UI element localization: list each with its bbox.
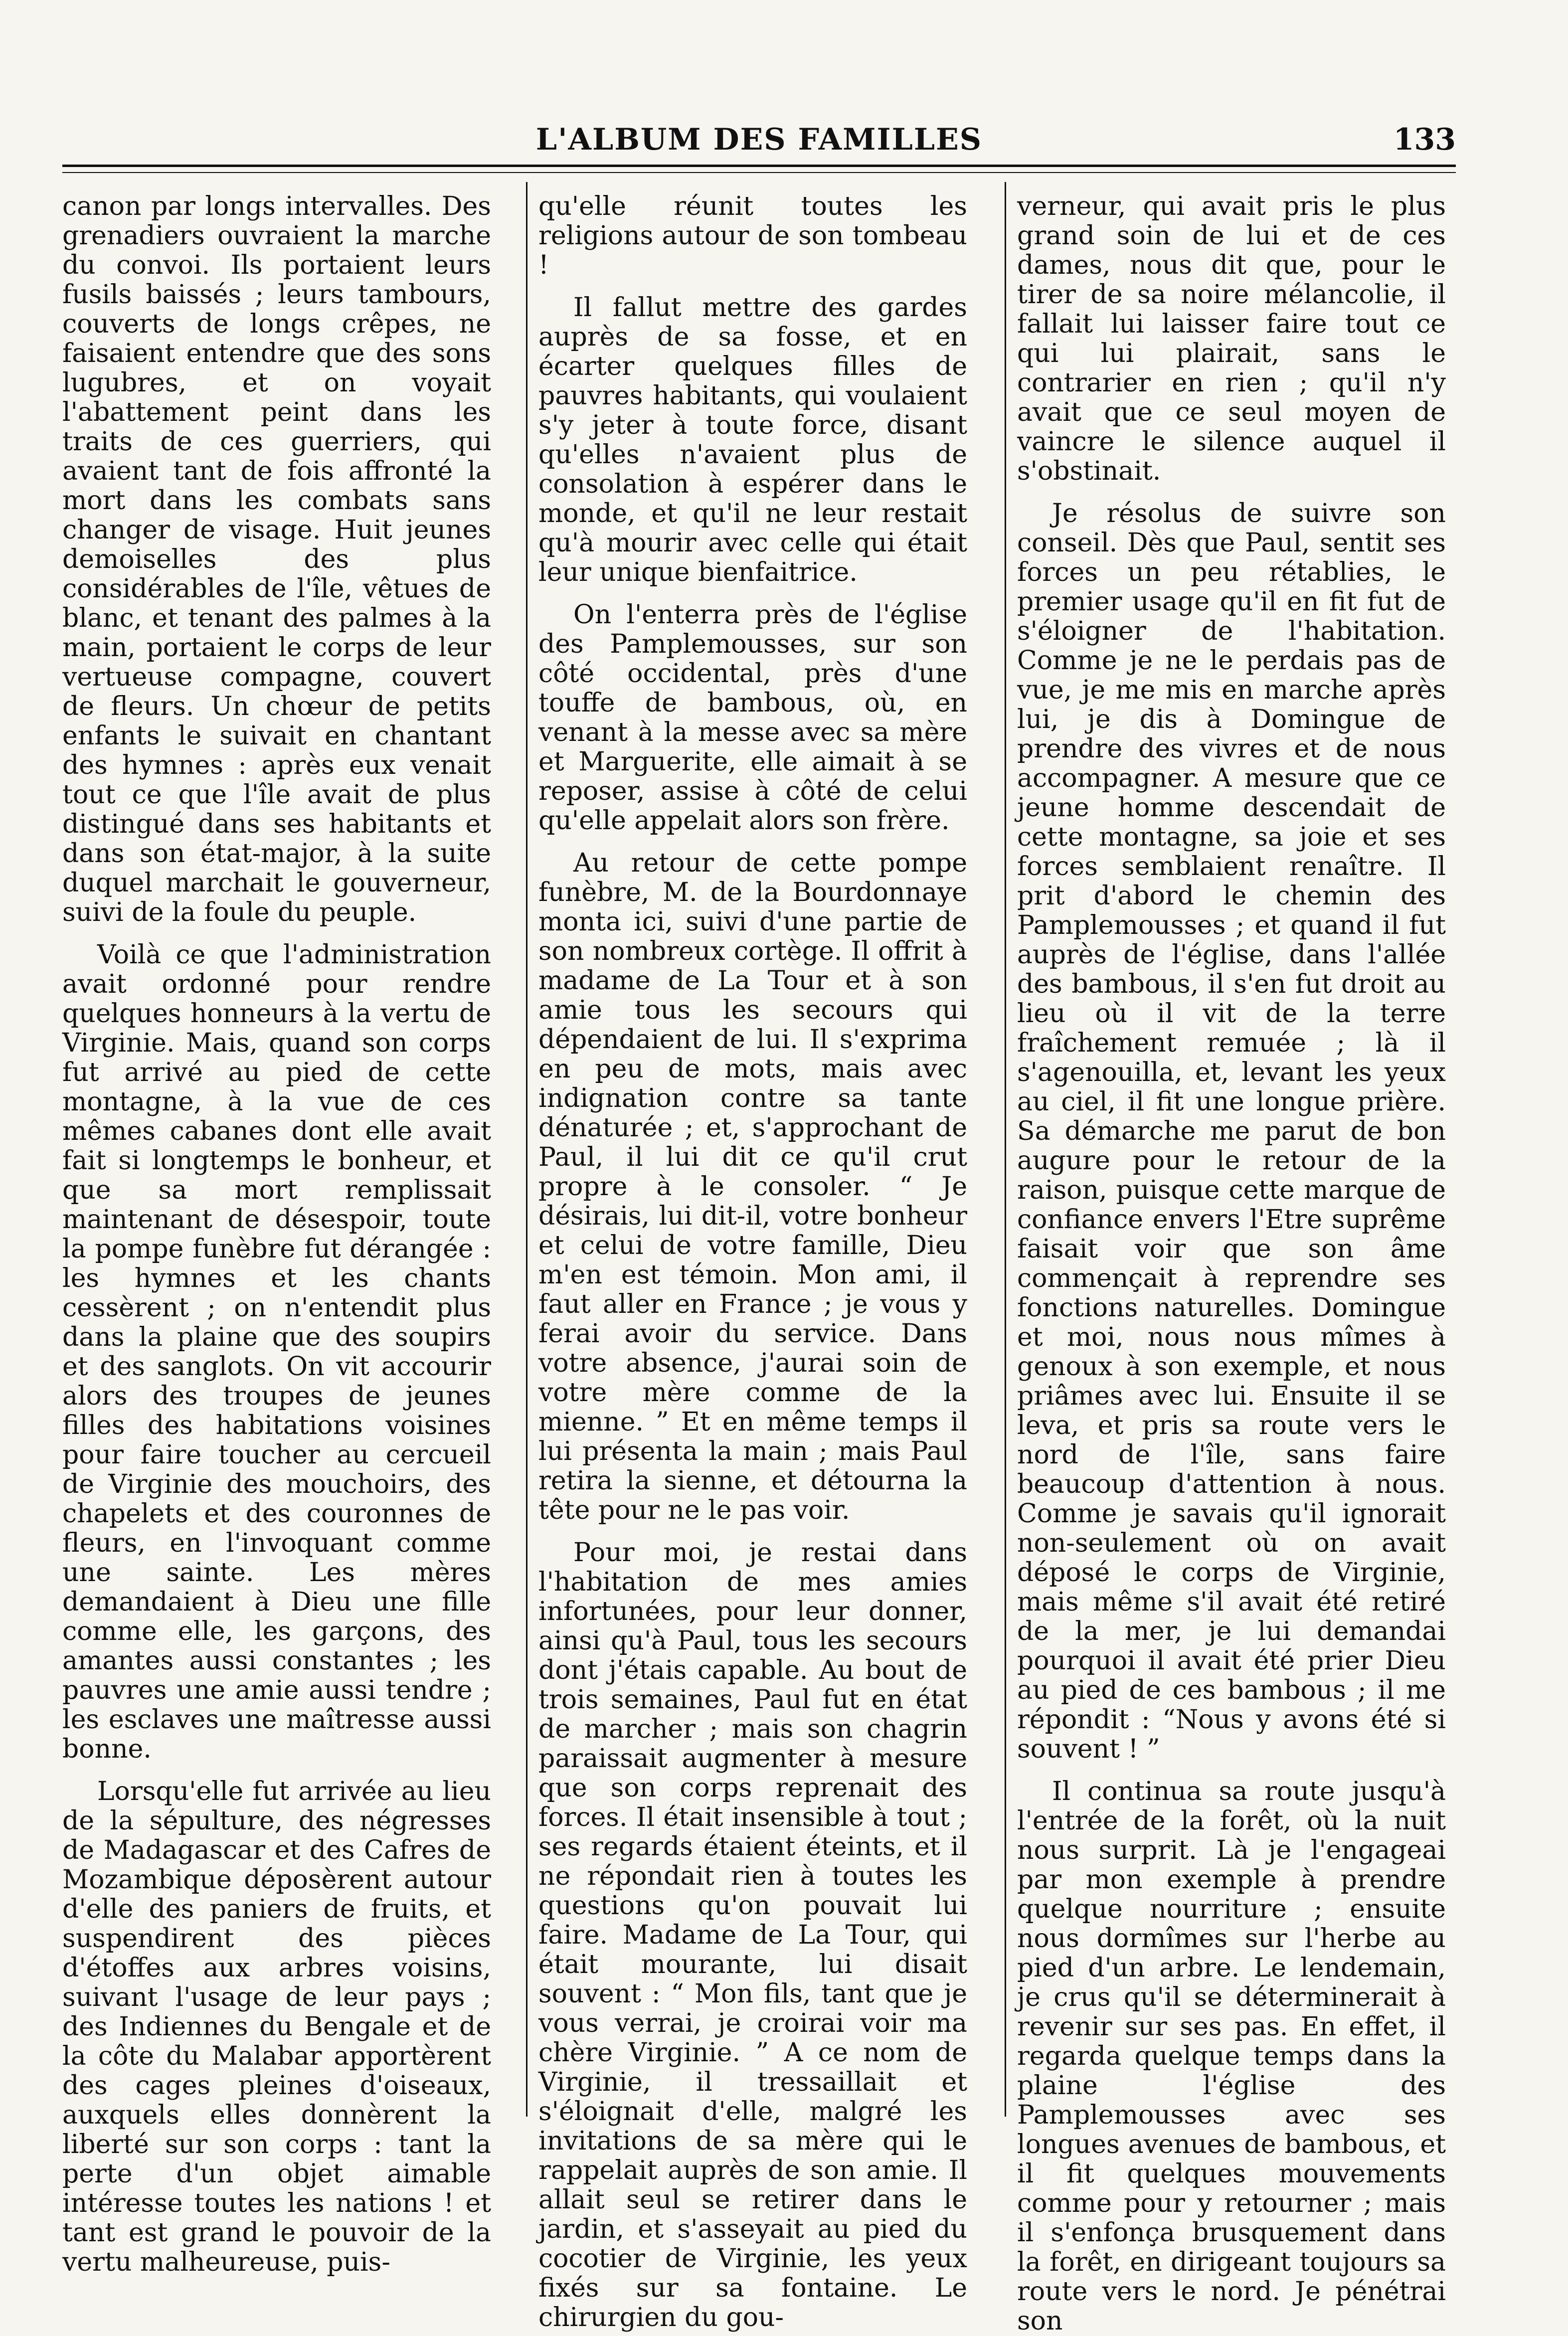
paragraph: Je résolus de suivre son conseil. Dès que Paul, sentit ses forces un peu rétablies, le premier usage qu'il en fit fut de s'éloigner de l'habitation. Comme je ne le perdais pas de vue, je me mis en marche après lui, je dis à Domingue de prendre des vivres et de nous accompagner. A mesure que ce jeune homme descendait de cette montagne, sa joie et ses forces semblaient renaître. Il prit d'abord le chemin des Pamplemousses ; et quand il fut auprès de l'église, dans l'allée des bambous, il s'en fut droit au lieu où il vit de la terre fraîchement remuée ; là il s'agenouilla, et, levant les yeux au ciel, il fit une longue prière. Sa démarche me parut de bon augure pour le retour de la raison, puisque cette marque de confiance envers l'Etre suprême faisait voir que son âme commençait à reprendre ses fonctions naturelles. Domingue et moi, nous nous mîmes à genoux à son exemple, et nous priâmes avec lui. Ensuite il se leva, et pris sa route vers le nord de l'île, sans faire beaucoup d'attention à nous. Comme je savais qu'il ignorait non-seulement où on avait déposé le corps de Virginie, mais même s'il avait été retiré de la mer, je lui demandai pourquoi il avait été prier Dieu au pied de ces bambous ; il me répondit : “Nous y avons été si souvent ! ” [1017,499,1446,1764]
paragraph: canon par longs intervalles. Des grenadiers ouvraient la marche du convoi. Ils portaient leurs fusils baissés ; leurs tambours, couverts de longs crêpes, ne faisaient entendre que des sons lugubres, et on voyait l'abattement peint dans les traits de ces guerriers, qui avaient tant de fois affronté la mort dans les combats sans changer de visage. Huit jeunes demoiselles des plus considérables de l'île, vêtues de blanc, et tenant des palmes à la main, portaient le corps de leur vertueuse compagne, couvert de fleurs. Un chœur de petits enfants le suivait en chantant des hymnes : après eux venait tout ce que l'île avait de plus distingué dans ses habitants et dans son état-major, à la suite duquel marchait le gouverneur, suivi de la foule du peuple. [62,191,491,927]
paragraph: Lorsqu'elle fut arrivée au lieu de la sépulture, des négresses de Madagascar et des Cafres de Mozambique déposèrent autour d'elle des paniers de fruits, et suspendirent des pièces d'étoffes aux arbres voisins, suivant l'usage de leur pays ; des Indiennes du Bengale et de la côte du Malabar apportèrent des cages pleines d'oiseaux, auxquels elles donnèrent la liberté sur son corps : tant la perte d'un objet aimable intéresse toutes les nations ! et tant est grand le pouvoir de la vertu malheureuse, puis- [62,1777,491,2277]
page-header [62,107,1456,167]
paragraph: Il fallut mettre des gardes auprès de sa fosse, et en écarter quelques filles de pauvres habitants, qui voulaient s'y jeter à toute force, disant qu'elles n'avaient plus de consolation à espérer dans le monde, et qu'il ne leur restait qu'à mourir avec celle qui était leur unique bienfaitrice. [538,293,967,587]
text-column-2 [538,191,967,2333]
column-divider [526,182,527,2117]
paragraph: Au retour de cette pompe funèbre, M. de la Bourdonnaye monta ici, suivi d'une partie de son nombreux cortège. Il offrit à madame de La Tour et à son amie tous les secours qui dépendaient de lui. Il s'exprima en peu de mots, mais avec indignation contre sa tante dénaturée ; et, s'approchant de Paul, il lui dit ce qu'il crut propre à le consoler. “ Je désirais, lui dit-il, votre bonheur et celui de votre famille, Dieu m'en est témoin. Mon ami, il faut aller en France ; je vous y ferai avoir du service. Dans votre absence, j'aurai soin de votre mère comme de la mienne. ” Et en même temps il lui présenta la main ; mais Paul retira la sienne, et détourna la tête pour ne le pas voir. [538,848,967,1525]
page-number: 133 [1393,122,1456,157]
paragraph: verneur, qui avait pris le plus grand soin de lui et de ces dames, nous dit que, pour le tirer de sa noire mélancolie, il fallait lui laisser faire tout ce qui lui plairait, sans le contrarier en rien ; qu'il n'y avait que ce seul moyen de vaincre le silence auquel il s'obstinait. [1017,191,1446,486]
paragraph: Pour moi, je restai dans l'habitation de mes amies infortunées, pour leur donner, ainsi qu'à Paul, tous les secours dont j'étais capable. Au bout de trois semaines, Paul fut en état de marcher ; mais son chagrin paraissait augmenter à mesure que son corps reprenait des forces. Il était insensible à tout ; ses regards étaient éteints, et il ne répondait rien à toutes les questions qu'on pouvait lui faire. Madame de La Tour, qui était mourante, lui disait souvent : “ Mon fils, tant que je vous verrai, je croirai voir ma chère Virginie. ” A ce nom de Virginie, il tressaillait et s'éloignait d'elle, malgré les invitations de sa mère qui le rappelait auprès de son amie. Il allait seul se retirer dans le jardin, et s'asseyait au pied du cocotier de Virginie, les yeux fixés sur sa fontaine. Le chirurgien du gou- [538,1538,967,2333]
header-rule-thin [62,172,1456,173]
paragraph: qu'elle réunit toutes les religions autour de son tombeau ! [538,191,967,280]
header-rule-thick [62,165,1456,167]
paragraph: Voilà ce que l'administration avait ordonné pour rendre quelques honneurs à la vertu de Virginie. Mais, quand son corps fut arrivé au pied de cette montagne, à la vue de ces mêmes cabanes dont elle avait fait si longtemps le bonheur, et que sa mort remplissait maintenant de désespoir, toute la pompe funèbre fut dérangée : les hymnes et les chants cessèrent ; on n'entendit plus dans la plaine que des soupirs et des sanglots. On vit accourir alors des troupes de jeunes filles des habitations voisines pour faire toucher au cercueil de Virginie des mouchoirs, des chapelets et des couronnes de fleurs, en l'invoquant comme une sainte. Les mères demandaient à Dieu une fille comme elle, les garçons, des amantes aussi constantes ; les pauvres une amie aussi tendre ; les esclaves une maîtresse aussi bonne. [62,940,491,1764]
paragraph: Il continua sa route jusqu'à l'entrée de la forêt, où la nuit nous surprit. Là je l'engageai par mon exemple à prendre quelque nourriture ; ensuite nous dormîmes sur l'herbe au pied d'un arbre. Le lendemain, je crus qu'il se déterminerait à revenir sur ses pas. En effet, il regarda quelque temps dans la plaine l'église des Pamplemousses avec ses longues avenues de bambous, et il fit quelques mouvements comme pour y retourner ; mais il s'enfonça brusquement dans la forêt, en dirigeant toujours sa route vers le nord. Je pénétrai son [1017,1777,1446,2336]
running-title: L'ALBUM DES FAMILLES [535,122,983,157]
text-column-1 [62,191,491,2277]
column-divider [1005,182,1006,2117]
text-column-3 [1017,191,1446,2336]
paragraph: On l'enterra près de l'église des Pamplemousses, sur son côté occidental, près d'une touffe de bambous, où, en venant à la messe avec sa mère et Marguerite, elle aimait à se reposer, assise à côté de celui qu'elle appelait alors son frère. [538,600,967,836]
